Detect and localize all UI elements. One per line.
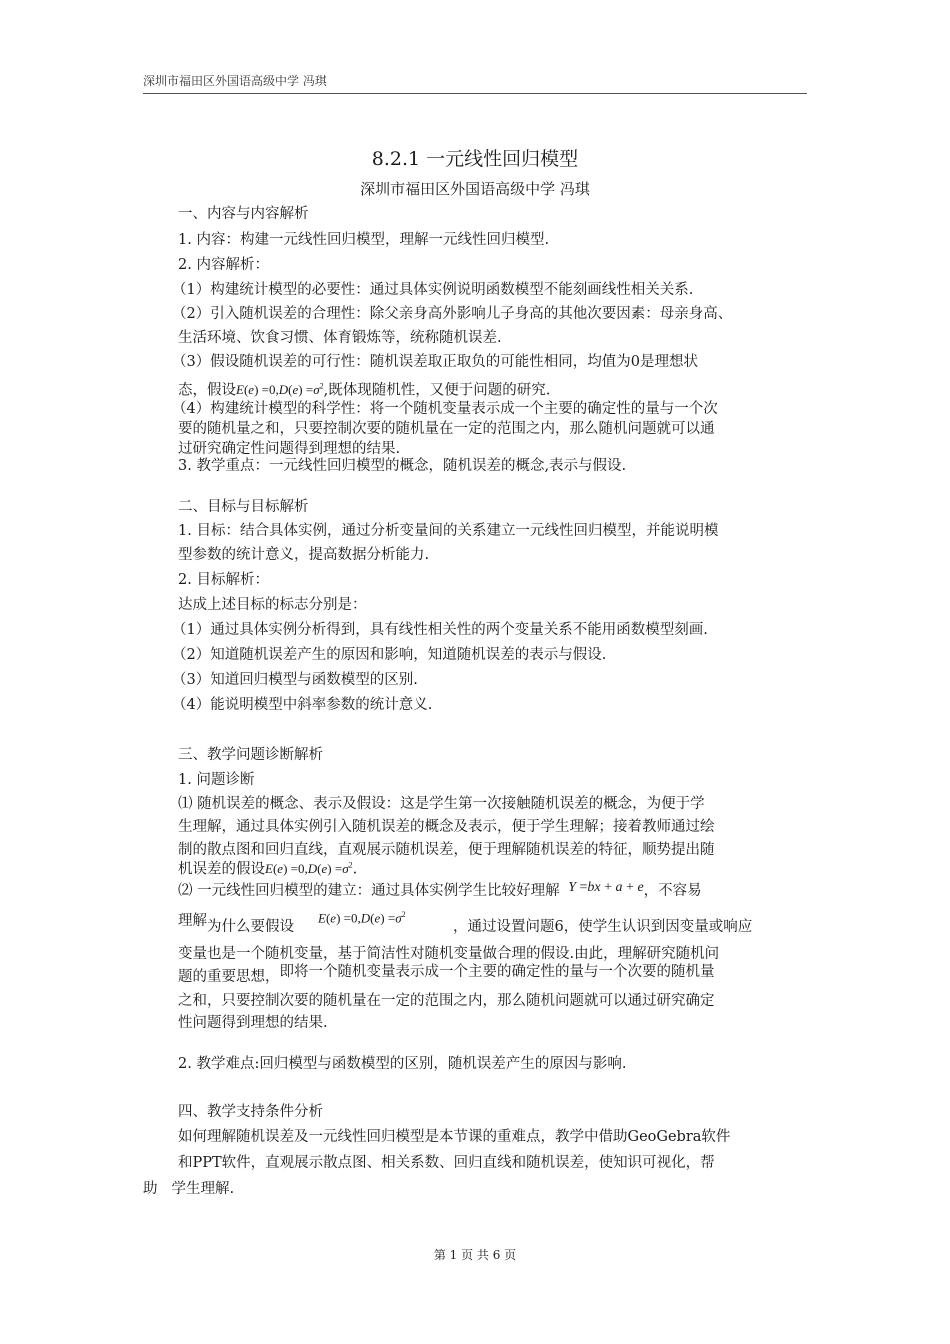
paragraph-line: （2）知道随机误差产生的原因和影响，知道随机误差的表示与假设. xyxy=(172,647,607,663)
paragraph-line-with-formula: 态，假设$E(e) =0,D(e) =\sigma^2$,既体现随机性，又便于问题的研究. xyxy=(178,382,551,399)
section-heading: 一、内容与内容解析 xyxy=(178,206,309,222)
section-heading: 四、教学支持条件分析 xyxy=(178,1104,323,1120)
paragraph-line: 1. 内容：构建一元线性回归模型，理解一元线性回归模型. xyxy=(178,232,550,248)
paragraph-line-with-formula: ⑵ 一元线性回归模型的建立：通过具体实例学生比较好理解 Y =bx + a + e，不容易 xyxy=(178,880,702,899)
paragraph-line: 助 学生理解. xyxy=(143,1181,235,1197)
paragraph-line: 和PPT软件，直观展示散点图、相关系数、回归直线和随机误差，使知识可视化，帮 xyxy=(178,1155,715,1171)
paragraph-line: （1）通过具体实例分析得到，具有线性相关性的两个变量关系不能用函数模型刻画. xyxy=(172,622,708,638)
paragraph-line: （4）能说明模型中斜率参数的统计意义. xyxy=(172,697,433,713)
paragraph-line: 过研究确定性问题得到理想的结果. xyxy=(178,441,401,457)
paragraph-line: 性问题得到理想的结果. xyxy=(178,1015,328,1031)
paragraph-line: （3）假设随机误差的可行性：随机误差取正取负的可能性相同，均值为0是理想状 xyxy=(172,354,698,370)
formula: $E(e) =0,D(e) =\sigma^2$ xyxy=(236,382,324,398)
page-footer: 第 1 页 共 6 页 xyxy=(433,1248,517,1262)
paragraph-line: 2. 教学难点:回归模型与函数模型的区别，随机误差产生的原因与影响. xyxy=(178,1056,627,1072)
paragraph-line: 变量也是一个随机变量，基于简洁性对随机变量做合理的假设.由此，理解研究随机问 xyxy=(178,946,720,962)
paragraph-line: （4）构建统计模型的科学性：将一个随机变量表示成一个主要的确定性的量与一个次 xyxy=(172,401,718,417)
document-subtitle: 深圳市福田区外国语高级中学 冯琪 xyxy=(360,180,590,198)
paragraph-line: 1. 问题诊断 xyxy=(178,772,255,788)
paragraph-line: （2）引入随机误差的合理性：除父亲身高外影响儿子身高的其他次要因素：母亲身高、 xyxy=(172,306,733,322)
paragraph-line-with-formula: 理解为什么要假设 $E(e) =0,D(e) =\sigma^2$ ，通过设置问题6，使学生认识到因变量或响应 xyxy=(178,912,294,930)
formula: Y =bx + a + e xyxy=(568,880,644,895)
document-title: 8.2.1 一元线性回归模型 xyxy=(371,148,579,170)
paragraph-line: 之和，只要控制次要的随机量在一定的范围之内，那么随机问题就可以通过研究确定 xyxy=(178,993,715,1009)
paragraph-line: 1. 目标：结合具体实例，通过分析变量间的关系建立一元线性回归模型，并能说明模 xyxy=(178,523,719,539)
paragraph-line: 2. 内容解析： xyxy=(178,257,269,273)
section-heading: 三、教学问题诊断解析 xyxy=(178,747,323,763)
paragraph-line: （3）知道回归模型与函数模型的区别. xyxy=(172,672,418,688)
paragraph-line: 要的随机量之和，只要控制次要的随机量在一定的范围之内，那么随机问题就可以通 xyxy=(178,421,715,437)
paragraph-line: 生理解，通过具体实例引入随机误差的概念及表示，便于学生理解；接着教师通过绘 xyxy=(178,819,715,835)
paragraph-line: ⑴ 随机误差的概念、表示及假设：这是学生第一次接触随机误差的概念，为便于学 xyxy=(178,796,705,812)
page-header: 深圳市福田区外国语高级中学 冯琪 xyxy=(143,74,327,88)
formula: $E(e) =0,D(e) =\sigma^2$ xyxy=(265,861,353,877)
paragraph-line: 制的散点图和回归直线，直观展示随机误差，便于理解随机误差的特征，顺势提出随 xyxy=(178,842,715,858)
section-heading: 二、目标与目标解析 xyxy=(178,499,309,515)
header-rule xyxy=(143,93,807,94)
paragraph-line: （1）构建统计模型的必要性：通过具体实例说明函数模型不能刻画线性相关关系. xyxy=(172,282,694,298)
paragraph-line-with-formula: 机误差的假设$E(e) =0,D(e) =\sigma^2$. xyxy=(178,861,358,878)
formula: $E(e) =0,D(e) =\sigma^2$ xyxy=(318,910,406,926)
paragraph-line: 2. 目标解析： xyxy=(178,572,269,588)
paragraph-line: 3. 教学重点：一元线性回归模型的概念，随机误差的概念,表示与假设. xyxy=(178,458,627,474)
paragraph-line: 题的重要思想，即将一个随机变量表示成一个主要的确定性的量与一个次要的随机量 xyxy=(178,964,715,985)
paragraph-line: 型参数的统计意义，提高数据分析能力. xyxy=(178,547,430,563)
paragraph-line: 达成上述目标的标志分别是： xyxy=(178,597,367,613)
paragraph-line: 生活环境、饮食习惯、体育锻炼等，统称随机误差. xyxy=(178,330,502,346)
paragraph-line: 如何理解随机误差及一元线性回归模型是本节课的重难点，教学中借助GeoGebra软件 xyxy=(178,1129,731,1145)
